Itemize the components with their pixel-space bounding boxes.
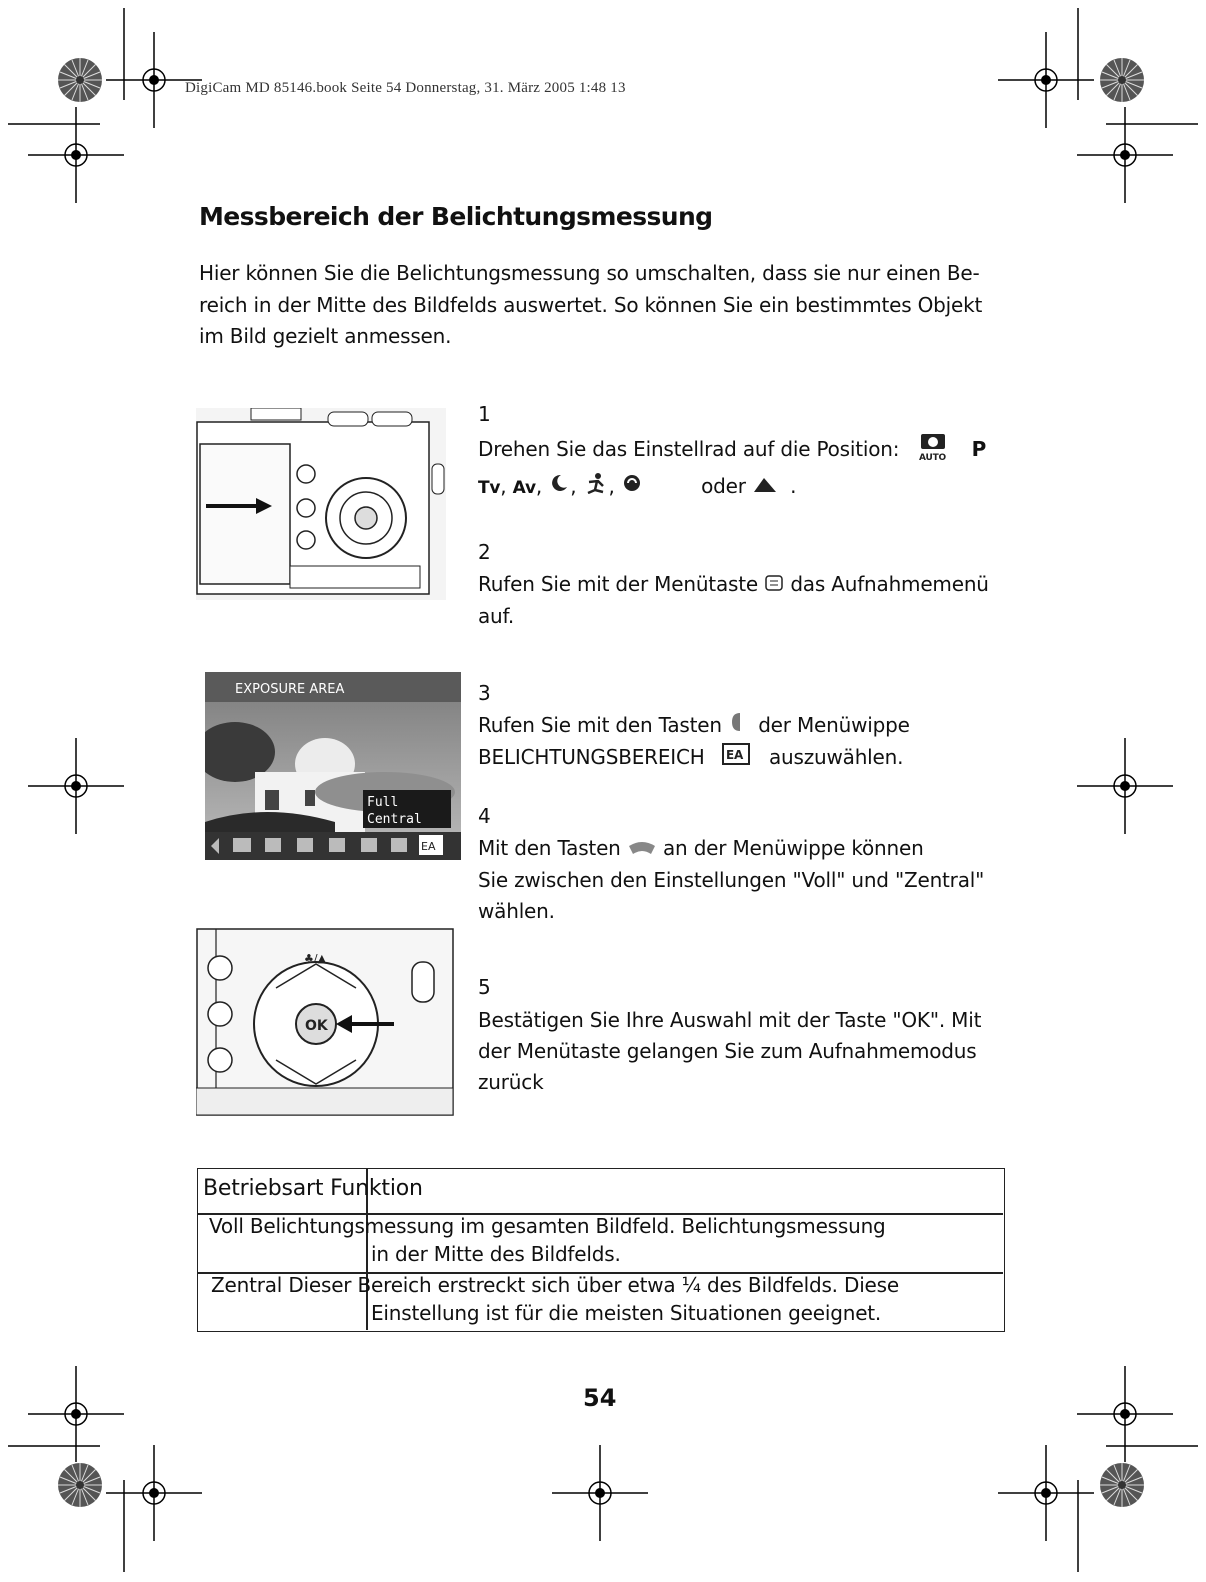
table-row-zentral-line-1: Zentral Dieser Bereich erstreckt sich über etwa ¼ des Bildfelds. Diese	[211, 1273, 899, 1297]
separator: ,	[570, 474, 577, 498]
screen-option-full: Full	[367, 795, 399, 810]
period: .	[790, 474, 797, 498]
step-4-number: 4	[478, 804, 491, 828]
top-button-label: ♣/▲	[304, 952, 327, 965]
step-3-part-b: der Menüwippe	[758, 713, 910, 737]
rocker-left-right-icon	[728, 711, 752, 742]
step-2-part-c: auf.	[478, 604, 515, 628]
step-5-line: Bestätigen Sie Ihre Auswahl mit der Taste "OK". Mit	[478, 1008, 982, 1032]
screen-title: EXPOSURE AREA	[235, 682, 345, 697]
step-2-number: 2	[478, 540, 491, 564]
page-number: 54	[583, 1384, 617, 1412]
step-4-part-c: Sie zwischen den Einstellungen "Voll" und "Zentral"	[478, 868, 985, 892]
mountain-icon	[752, 472, 778, 503]
function-table	[197, 1168, 1005, 1332]
night-portrait-icon	[548, 472, 570, 503]
step-3-part-d: auszuwählen.	[768, 745, 904, 769]
tv-mode-label: Tv	[478, 478, 501, 498]
intro-line: Hier können Sie die Belichtungsmessung so umschalten, dass sie nur einen Be-	[199, 261, 980, 285]
landscape-icon-1	[621, 472, 643, 503]
step-5-text	[478, 1005, 1008, 1098]
step-3-part-c: BELICHTUNGSBEREICH	[478, 745, 705, 769]
step-4-part-b: an der Menüwippe können	[663, 836, 924, 860]
step-2-part-a: Rufen Sie mit der Menütaste	[478, 572, 758, 596]
exposure-area-icon	[721, 742, 753, 775]
screen-option-central: Central	[367, 812, 422, 827]
camera-ok-button-illustration	[196, 928, 456, 1116]
separator: ,	[535, 474, 543, 498]
step-5-line: zurück	[478, 1070, 544, 1094]
ok-button-label: OK	[305, 1018, 328, 1034]
step-4-part-d: wählen.	[478, 899, 555, 923]
step-5-line: der Menütaste gelangen Sie zum Aufnahmemodus	[478, 1039, 977, 1063]
exposure-area-icon-label: EA	[725, 748, 743, 762]
rocker-up-down-icon	[627, 834, 657, 865]
av-mode-label: Av	[512, 478, 536, 498]
lcd-exposure-area-screen	[205, 672, 461, 860]
table-row-zentral-line-2: Einstellung ist für die meisten Situationen geeignet.	[371, 1301, 882, 1325]
step-3-part-a: Rufen Sie mit den Tasten	[478, 713, 722, 737]
separator: ,	[500, 474, 507, 498]
step-4-part-a: Mit den Tasten	[478, 836, 621, 860]
table-row-voll-line-1: Voll Belichtungsmessung im gesamten Bildfeld. Belichtungsmessung	[209, 1214, 886, 1238]
menu-button-icon	[764, 570, 784, 601]
step-5-number: 5	[478, 975, 491, 999]
page-title: Messbereich der Belichtungsmessung	[199, 202, 713, 231]
intro-line: reich in der Mitte des Bildfelds auswertet. So können Sie ein bestimmtes Objekt	[199, 292, 983, 317]
program-mode-label: P	[971, 437, 987, 461]
step-4-text	[478, 833, 1008, 927]
step-3-text	[478, 710, 998, 775]
step-3-number: 3	[478, 681, 491, 705]
step-1-number: 1	[478, 402, 491, 426]
intro-line: im Bild gezielt anmessen.	[199, 324, 452, 348]
table-row-voll-line-2: in der Mitte des Bildfelds.	[371, 1242, 621, 1266]
camera-back-illustration	[196, 408, 446, 600]
step-2-text	[478, 569, 998, 632]
step-1-line-1: Drehen Sie das Einstellrad auf die Position:	[478, 437, 900, 461]
intro-paragraph	[199, 258, 999, 353]
step-1-text	[478, 430, 998, 504]
auto-label: AUTO	[919, 453, 947, 462]
sports-icon	[583, 472, 609, 503]
step-2-part-b: das Aufnahmemenü	[790, 572, 989, 596]
screen-ea-icon: EA	[421, 840, 436, 853]
print-header: DigiCam MD 85146.book Seite 54 Donnerstag, 31. März 2005 1:48 13	[185, 80, 626, 96]
camera-auto-icon	[917, 430, 951, 471]
table-header: Betriebsart Funktion	[203, 1176, 423, 1201]
oder-text: oder	[701, 474, 746, 498]
separator: ,	[608, 474, 615, 498]
